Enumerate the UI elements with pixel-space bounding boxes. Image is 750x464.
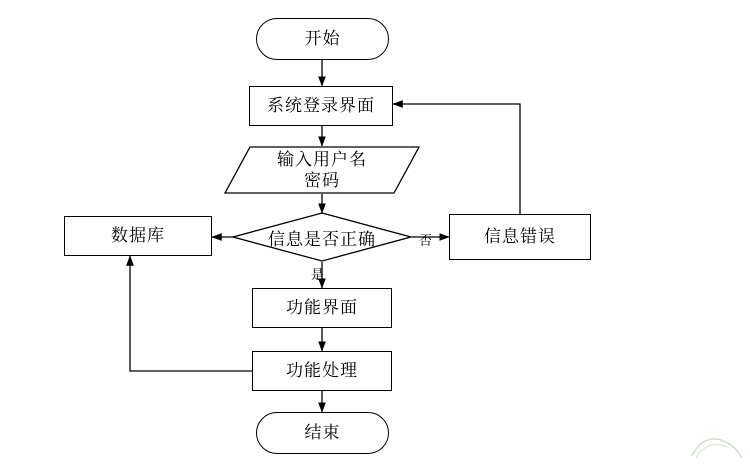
node-database[interactable] (64, 216, 212, 256)
edge-label-no: 否 (419, 233, 433, 248)
node-input-line2: 密码 (304, 171, 340, 190)
node-info-error-label: 信息错误 (484, 227, 556, 247)
node-function-processing-label: 功能处理 (286, 361, 358, 381)
node-database-label: 数据库 (111, 226, 165, 246)
node-login-interface-label: 系统登录界面 (267, 96, 375, 116)
node-end-label: 结束 (304, 423, 341, 443)
node-input-line1: 输入用户名 (277, 149, 367, 169)
node-end[interactable] (256, 412, 389, 454)
node-start[interactable] (256, 18, 389, 60)
node-check-decision[interactable] (232, 212, 412, 262)
node-input-credentials[interactable] (224, 146, 420, 194)
node-input-credentials-label (224, 146, 420, 194)
node-check-decision-label: 信息是否正确 (268, 229, 376, 249)
watermark-icon (690, 434, 744, 460)
node-login-interface[interactable] (249, 86, 393, 126)
node-function-interface[interactable] (252, 288, 392, 328)
node-info-error[interactable] (449, 214, 591, 260)
edge-funcdo-to-db (130, 256, 252, 371)
node-function-interface-label: 功能界面 (286, 298, 358, 318)
node-start-label: 开始 (304, 29, 341, 49)
node-function-processing[interactable] (252, 351, 392, 391)
edge-label-yes: 是 (311, 267, 325, 282)
